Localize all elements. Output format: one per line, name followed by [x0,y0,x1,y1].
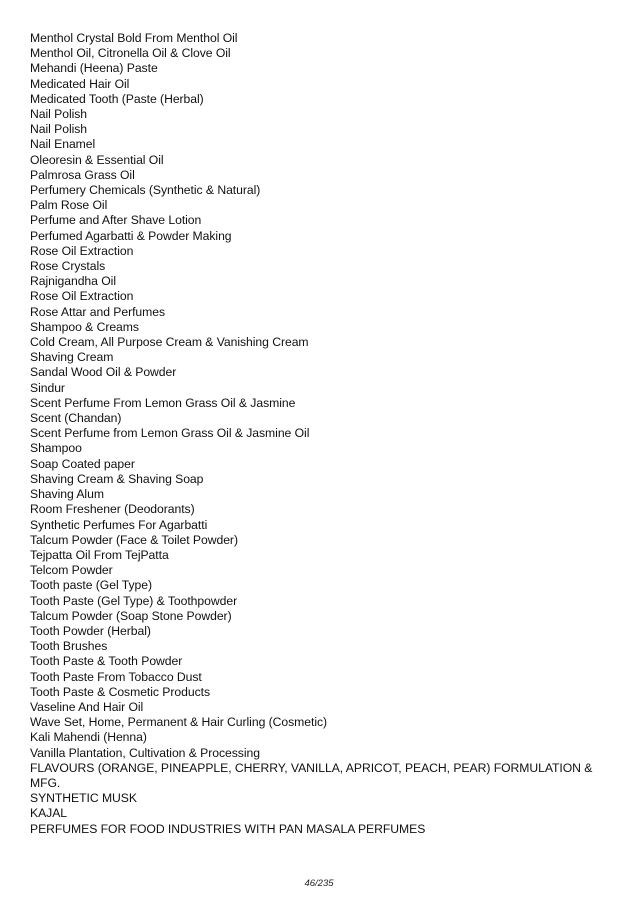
list-item: Sindur [30,380,65,395]
project-list [30,31,605,837]
list-item: FLAVOURS (ORANGE, PINEAPPLE, CHERRY, VANILLA, APRICOT, PEACH, PEAR) FORMULATION & MFG. [30,760,593,790]
list-item: Rose Crystals [30,259,106,274]
list-item: Rose Oil Extraction [30,243,134,258]
list-item: Menthol Oil, Citronella Oil & Clove Oil [30,46,231,61]
list-item: Oleoresin & Essential Oil [30,152,164,167]
list-item: Talcum Powder (Soap Stone Powder) [30,608,232,623]
list-item: Palm Rose Oil [30,198,108,213]
list-item: Kali Mahendi (Henna) [30,730,147,745]
list-item: Nail Polish [30,107,88,122]
list-item: Cold Cream, All Purpose Cream & Vanishing Cream [30,335,309,350]
list-item: Palmrosa Grass Oil [30,167,135,182]
list-item: Perfumed Agarbatti & Powder Making [30,228,232,243]
list-item: Shaving Cream & Shaving Soap [30,471,204,486]
list-item: Room Freshener (Deodorants) [30,502,195,517]
list-item: PERFUMES FOR FOOD INDUSTRIES WITH PAN MASALA PERFUMES [30,821,426,836]
list-item: Tooth Powder (Herbal) [30,623,151,638]
list-item: Talcum Powder (Face & Toilet Powder) [30,532,238,547]
list-item: Shampoo & Creams [30,319,139,334]
list-item: Wave Set, Home, Permanent & Hair Curling (Cosmetic) [30,715,328,730]
list-item: Tooth Paste From Tobacco Dust [30,669,202,684]
list-item: Sandal Wood Oil & Powder [30,365,177,380]
list-item: Synthetic Perfumes For Agarbatti [30,517,208,532]
list-item: Medicated Tooth (Paste (Herbal) [30,91,204,106]
list-item: Nail Enamel [30,137,96,152]
list-item: Scent (Chandan) [30,411,122,426]
list-item: Soap Coated paper [30,456,135,471]
list-item: Rajnigandha Oil [30,274,116,289]
list-item: Perfume and After Shave Lotion [30,213,202,228]
list-item: Telcom Powder [30,563,113,578]
list-item: Mehandi (Heena) Paste [30,61,158,76]
list-item: Tooth Paste & Tooth Powder [30,654,183,669]
list-item: SYNTHETIC MUSK [30,791,137,806]
list-item: Shaving Alum [30,487,104,502]
list-item: Tooth Brushes [30,639,108,654]
list-item: Tooth paste (Gel Type) [30,578,152,593]
list-item: Scent Perfume from Lemon Grass Oil & Jasmine Oil [30,426,310,441]
list-item: Shampoo [30,441,82,456]
list-item: KAJAL [30,806,68,821]
list-item: Nail Polish [30,122,88,137]
list-item: Perfumery Chemicals (Synthetic & Natural) [30,183,261,198]
list-item: Vanilla Plantation, Cultivation & Processing [30,745,260,760]
list-item: Scent Perfume From Lemon Grass Oil & Jasmine [30,395,296,410]
list-item: Vaseline And Hair Oil [30,699,144,714]
list-item: Medicated Hair Oil [30,76,130,91]
list-item: Rose Attar and Perfumes [30,304,166,319]
list-item: Rose Oil Extraction [30,289,134,304]
list-item: Tooth Paste & Cosmetic Products [30,684,210,699]
list-item: Shaving Cream [30,350,114,365]
page-number: 46/235 [304,878,334,889]
list-item: Menthol Crystal Bold From Menthol Oil [30,31,238,45]
list-item: Tejpatta Oil From TejPatta [30,547,169,562]
list-item: Tooth Paste (Gel Type) & Toothpowder [30,593,238,608]
